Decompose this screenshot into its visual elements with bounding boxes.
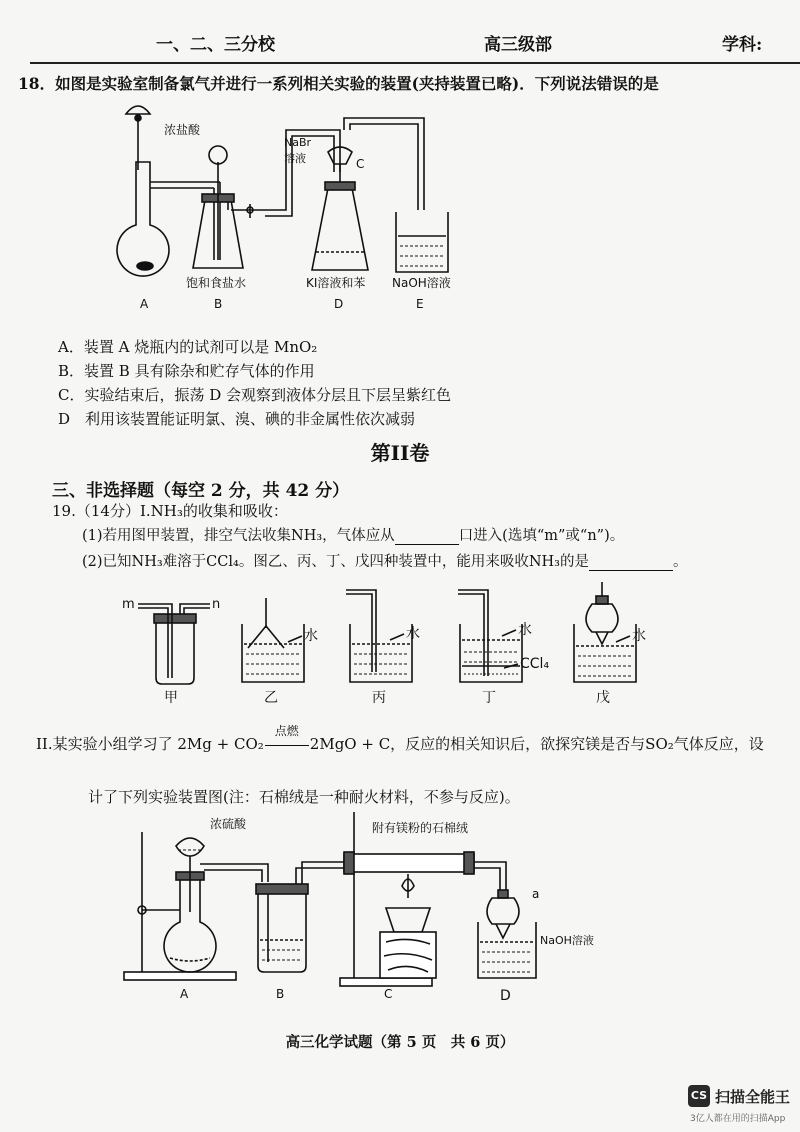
label-fig2-d: D <box>500 988 511 1002</box>
label-fig2-b: B <box>276 987 285 1001</box>
q18-option-b: B．装置 B 具有除杂和贮存气体的作用 <box>58 362 315 380</box>
header-subject: 学科: <box>722 35 763 55</box>
part2-a: II.某实验小组学习了 2Mg + CO₂ <box>36 735 264 753</box>
q19-beaker-bing <box>346 590 412 682</box>
q18-bottle-b <box>193 130 340 268</box>
scanner-logo-icon: CS <box>688 1085 710 1107</box>
label-ccl4: CCl₄ <box>520 656 550 672</box>
label-d: D <box>334 297 344 311</box>
label-naoh: NaOH溶液 <box>540 934 594 947</box>
q19-apparatus-a <box>124 832 268 980</box>
q19-sub2-blank[interactable] <box>589 570 673 571</box>
label-jia: 甲 <box>164 690 178 705</box>
q19-sub2-pre: (2)已知NH₃难溶于CCl₄。图乙、丙、丁、戊四种装置中，能用来吸收NH₃的是 <box>82 554 589 570</box>
label-nabr-2: 溶液 <box>284 152 306 165</box>
label-e: E <box>416 297 424 311</box>
q19-stem: 19.（14分）Ⅰ.NH₃的收集和吸收： <box>52 502 288 520</box>
q19-sub1 <box>82 524 624 545</box>
header-school: 一、二、三分校 <box>156 35 275 55</box>
label-fig2-a: A <box>180 987 189 1001</box>
q19-beaker-yi <box>242 598 304 682</box>
part2-condition <box>264 724 310 753</box>
label-ding: 丁 <box>482 690 496 705</box>
label-bing: 丙 <box>372 690 386 705</box>
label-d-text: KI溶液和苯 <box>306 276 366 290</box>
page-footer: 高三化学试题（第 5 页 共 6 页） <box>285 1034 515 1051</box>
part2-cond-text: 点燃 <box>274 724 299 738</box>
scanner-tagline: 3亿人都在用的扫描App <box>690 1114 786 1124</box>
q18-option-a: A．装置 A 烧瓶内的试剂可以是 MnO₂ <box>58 338 318 356</box>
label-n: n <box>212 597 221 612</box>
label-e-text: NaOH溶液 <box>392 276 451 290</box>
q19-mg-so2-figure <box>118 812 618 1002</box>
part2-b: 2MgO + C，反应的相关知识后，欲探究镁是否与SO₂气体反应，设 <box>309 735 764 753</box>
label-conc-hcl: 浓盐酸 <box>164 123 201 137</box>
q19-absorption-figure <box>118 580 678 705</box>
q19-sub1-pre: (1)若用图甲装置，排空气法收集NH₃，气体应从 <box>82 528 395 544</box>
section-3-title: 三、非选择题（每空 2 分，共 42 分） <box>52 481 350 501</box>
q19-apparatus-d <box>478 890 536 978</box>
label-valve-c: C <box>356 157 365 171</box>
q18-stem: 18．如图是实验室制备氯气并进行一系列相关实验的装置(夹持装置已略)．下列说法错误的是 <box>18 74 659 93</box>
q19-sub2-post: 。 <box>672 554 688 570</box>
label-wu: 戊 <box>596 690 610 705</box>
part2-cond-bar <box>265 745 309 746</box>
q19-apparatus-c <box>340 812 506 986</box>
label-water-wu: 水 <box>632 628 646 644</box>
label-water-yi: 水 <box>304 628 318 644</box>
label-a-small: a <box>532 887 540 901</box>
label-b-text: 饱和食盐水 <box>186 276 247 290</box>
label-nabr-1: NaBr <box>284 136 312 149</box>
q18-option-d: D 利用该装置能证明氯、溴、碘的非金属性依次减弱 <box>58 410 416 428</box>
label-fig2-c: C <box>384 987 393 1001</box>
q19-part2-line1 <box>36 724 764 754</box>
q19-part2-line2: 计了下列实验装置图(注：石棉绒是一种耐火材料，不参与反应)。 <box>88 788 520 806</box>
q19-bottle-b <box>256 862 344 972</box>
q18-option-c: C．实验结束后，振荡 D 会观察到液体分层且下层呈紫红色 <box>58 386 452 404</box>
q19-sub2 <box>82 550 687 571</box>
label-yi: 乙 <box>264 690 278 705</box>
label-a: A <box>140 297 149 311</box>
q19-sub1-post: 口进入(选填“m”或“n”)。 <box>458 528 625 544</box>
q19-beaker-wu <box>574 582 636 682</box>
q19-sub1-blank[interactable] <box>395 544 459 545</box>
section-2-title: 第II卷 <box>370 441 430 465</box>
header-dept: 高三级部 <box>484 35 552 55</box>
label-water-ding: 水 <box>518 622 532 638</box>
q18-beaker-e <box>396 212 448 272</box>
q19-bottle-jia <box>138 604 210 684</box>
q18-flask-d <box>312 118 424 270</box>
label-water-bing: 水 <box>406 626 420 642</box>
label-asbestos: 附有镁粉的石棉绒 <box>372 821 469 835</box>
q19-beaker-ding <box>458 590 522 682</box>
header-rule <box>30 62 800 64</box>
scanner-name: 扫描全能王 <box>715 1088 791 1106</box>
label-conc-h2so4: 浓硫酸 <box>210 817 247 831</box>
label-m: m <box>122 597 135 612</box>
q18-apparatus-figure <box>100 100 500 315</box>
label-b: B <box>214 297 223 311</box>
